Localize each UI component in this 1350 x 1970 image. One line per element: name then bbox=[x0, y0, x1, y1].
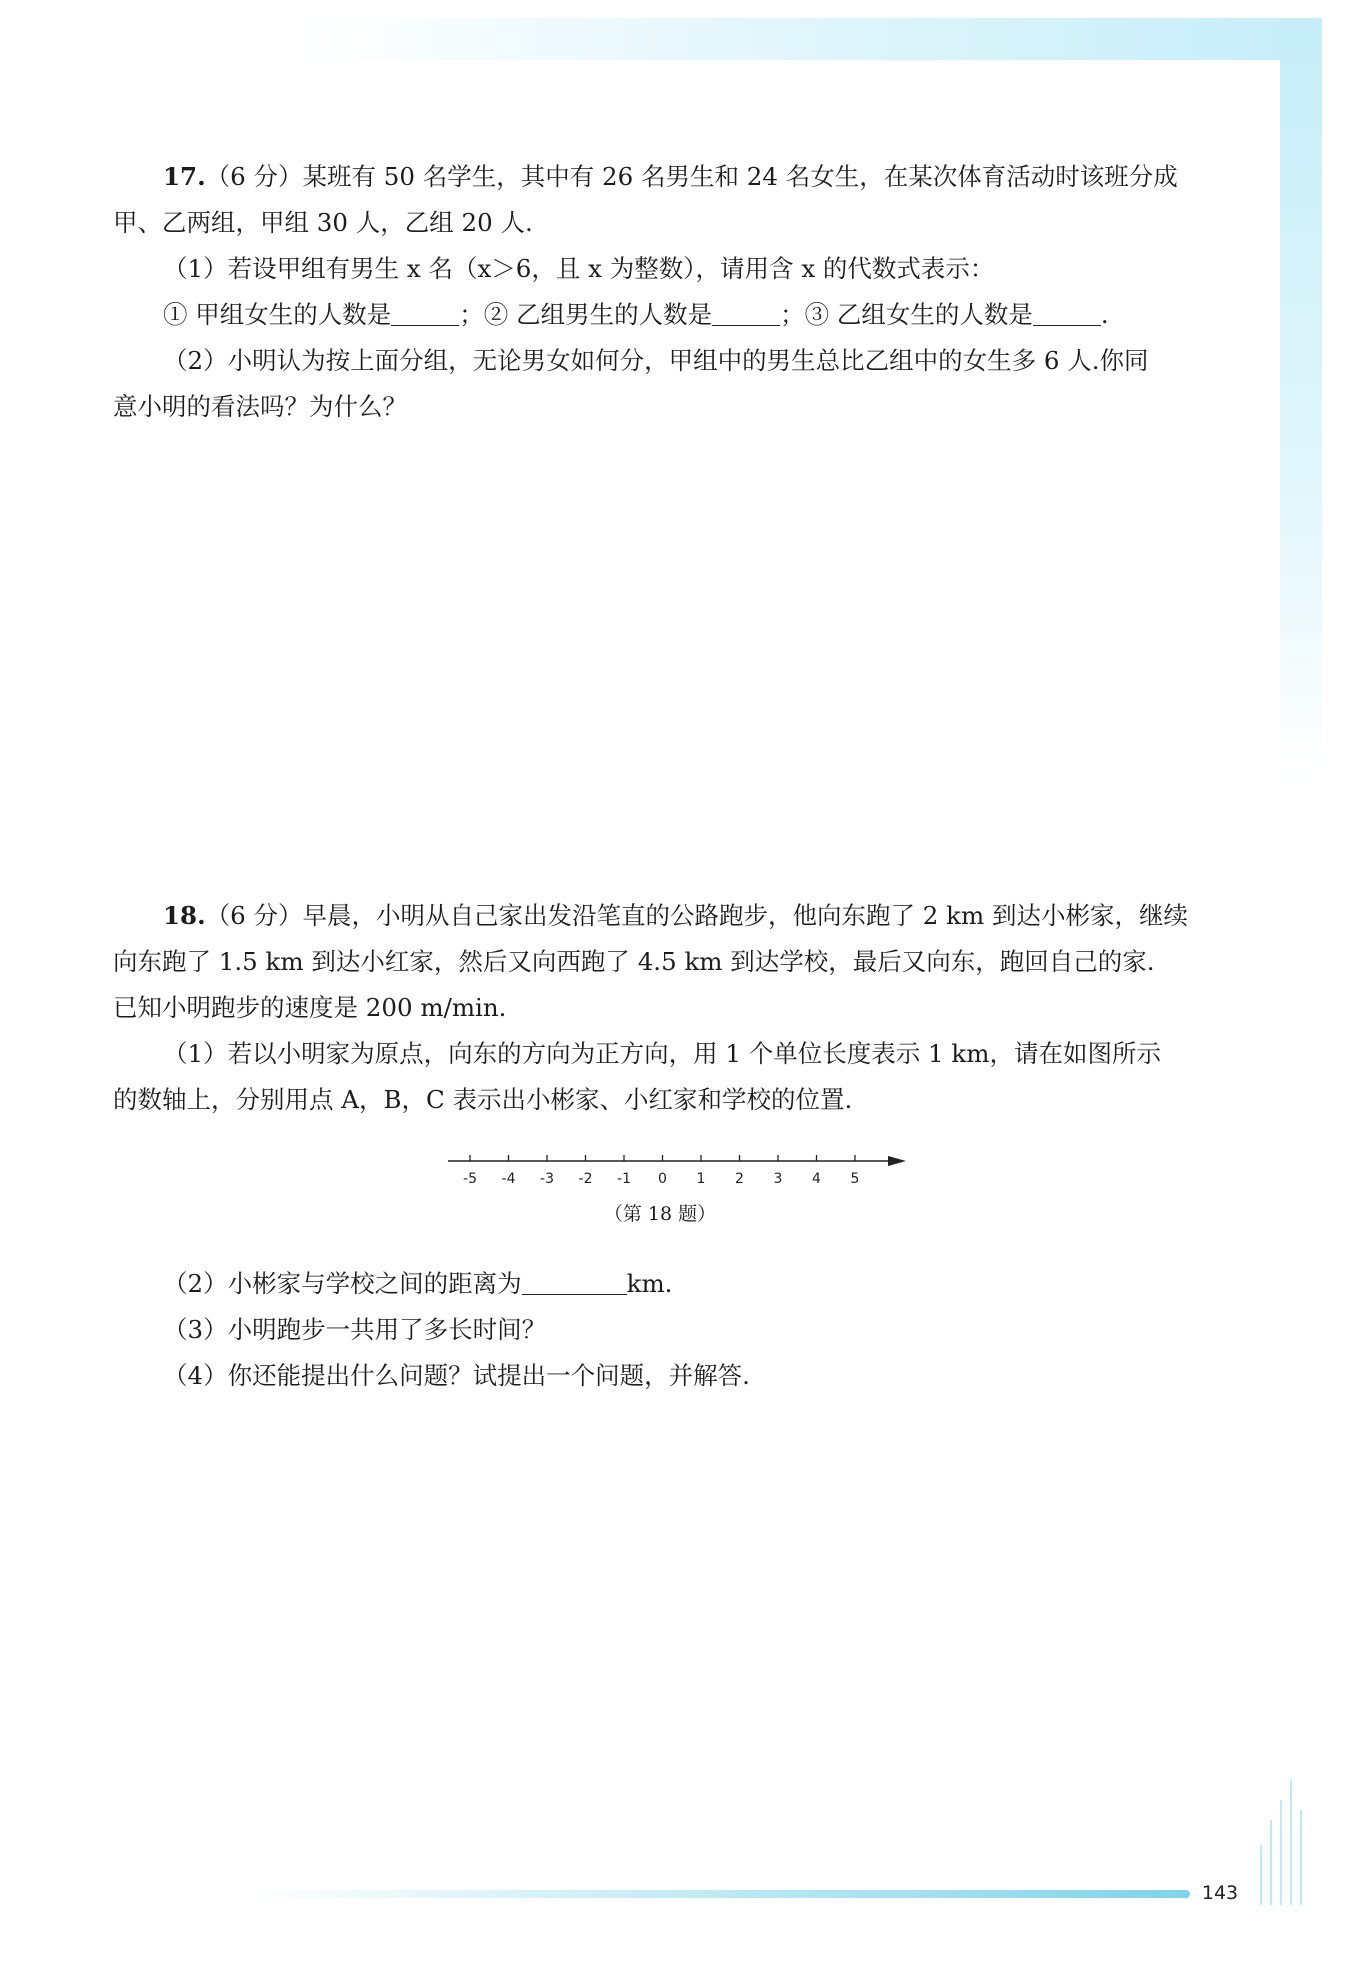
number-line-tick-label: -4 bbox=[501, 1171, 516, 1187]
problem-18-part-3: （3）小明跑步一共用了多长时间？ bbox=[163, 1315, 547, 1344]
page-border-right bbox=[1280, 18, 1322, 778]
problem-18 bbox=[113, 893, 1238, 1123]
problem-18-line-3: 已知小明跑步的速度是 200 m/min. bbox=[113, 993, 507, 1022]
problem-18-line-2: 向东跑了 1.5 km 到达小红家，然后又向西跑了 4.5 km 到达学校，最后又向东，跑回自己的家. bbox=[113, 947, 1155, 976]
number-line-tick-label: -5 bbox=[463, 1171, 477, 1187]
problem-17 bbox=[113, 154, 1238, 430]
blank-3-end: . bbox=[1100, 300, 1109, 329]
number-line-tick-label: 0 bbox=[658, 1171, 667, 1187]
number-line-tick-label: 1 bbox=[696, 1171, 706, 1187]
page-number: 143 bbox=[1201, 1882, 1239, 1904]
number-line-tick-label: 4 bbox=[812, 1171, 821, 1187]
decorative-edge-lines bbox=[1252, 1775, 1312, 1905]
problem-18-part-1: （1）若以小明家为原点，向东的方向为正方向，用 1 个单位长度表示 1 km，请在如图所示 bbox=[163, 1039, 1161, 1068]
number-line-arrow bbox=[888, 1156, 906, 1166]
answer-blank-distance[interactable] bbox=[522, 1264, 627, 1295]
number-line-tick-label: 5 bbox=[850, 1171, 860, 1187]
blank-1-prompt: ① 甲组女生的人数是 bbox=[163, 300, 392, 329]
number-line-tick-label: 3 bbox=[773, 1171, 783, 1187]
problem-18-part-4: （4）你还能提出什么问题？试提出一个问题，并解答. bbox=[163, 1361, 750, 1390]
answer-blank-2[interactable] bbox=[712, 295, 780, 326]
number-line-tick-label: -3 bbox=[540, 1171, 554, 1187]
answer-blank-1[interactable] bbox=[391, 295, 459, 326]
problem-17-line-1 bbox=[113, 154, 1238, 200]
page-border-bottom bbox=[240, 1890, 1190, 1898]
number-line-tick-label: 2 bbox=[735, 1171, 744, 1187]
problem-17-stem: （6 分）某班有 50 名学生，其中有 26 名男生和 24 名女生，在某次体育活动时该班分成 bbox=[205, 162, 1178, 191]
problem-17-part-2-cont: 意小明的看法吗？为什么？ bbox=[113, 392, 407, 421]
problem-18-subquestions bbox=[113, 1261, 1238, 1399]
number-line bbox=[440, 1150, 910, 1200]
page-border-top bbox=[300, 18, 1322, 60]
number-line-tick-label: -1 bbox=[617, 1171, 631, 1187]
problem-18-line-1 bbox=[113, 893, 1238, 939]
problem-17-part-2: （2）小明认为按上面分组，无论男女如何分，甲组中的男生总比乙组中的女生多 6 人.你同 bbox=[163, 346, 1149, 375]
problem-17-number: 17. bbox=[163, 162, 206, 191]
problem-18-number: 18. bbox=[163, 901, 206, 930]
blank-2-prompt: ；② 乙组男生的人数是 bbox=[459, 300, 713, 329]
part-2-unit: km. bbox=[626, 1269, 673, 1298]
problem-18-part-1-cont: 的数轴上，分别用点 A，B，C 表示出小彬家、小红家和学校的位置. bbox=[113, 1085, 853, 1114]
part-2-prompt: （2）小彬家与学校之间的距离为 bbox=[163, 1269, 522, 1298]
problem-17-part-1-blanks bbox=[113, 292, 1238, 338]
blank-3-prompt: ；③ 乙组女生的人数是 bbox=[780, 300, 1033, 329]
figure-caption: （第 18 题） bbox=[603, 1203, 717, 1225]
problem-17-part-1: （1）若设甲组有男生 x 名（x＞6，且 x 为整数），请用含 x 的代数式表示： bbox=[163, 254, 995, 283]
number-line-tick-label: -2 bbox=[578, 1171, 593, 1187]
problem-18-stem: （6 分）早晨，小明从自己家出发沿笔直的公路跑步，他向东跑了 2 km 到达小彬家，继续 bbox=[205, 901, 1189, 930]
answer-blank-3[interactable] bbox=[1033, 295, 1101, 326]
problem-18-part-2 bbox=[113, 1261, 1238, 1307]
problem-17-line-2: 甲、乙两组，甲组 30 人，乙组 20 人. bbox=[113, 208, 533, 237]
